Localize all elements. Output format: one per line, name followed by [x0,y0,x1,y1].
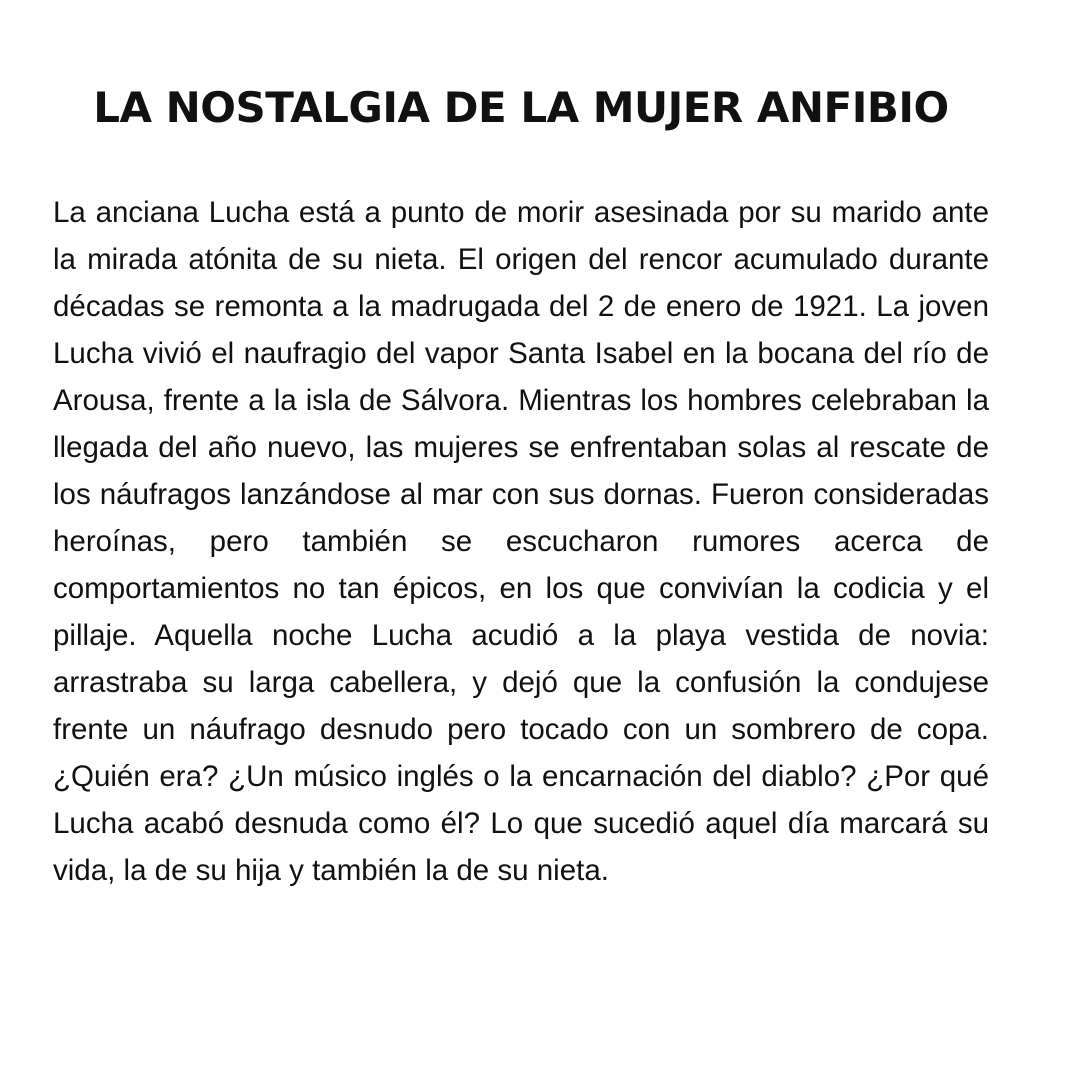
synopsis-paragraph: La anciana Lucha está a punto de morir asesinada por su marido ante la mirada atónita de su nieta. El origen del rencor acumulado durante décadas se remonta a la madrugada del 2 de enero de 1921. La joven Lucha vivió el naufragio del vapor Santa Isabel en la bocana del río de Arousa, frente a la isla de Sálvora. Mientras los hombres celebraban la llegada del año nuevo, las mujeres se enfrentaban solas al rescate de los náufragos lanzándose al mar con sus dornas. Fueron consideradas heroínas, pero también se escucharon rumores acerca de comportamientos no tan épicos, en los que convivían la codicia y el pillaje. Aquella noche Lucha acudió a la playa vestida de novia: arrastraba su larga cabellera, y dejó que la confusión la condujese frente un náufrago desnudo pero tocado con un sombrero de copa. ¿Quién era? ¿Un músico inglés o la encarnación del diablo? ¿Por qué Lucha acabó desnuda como él? Lo que sucedió aquel día marcará su vida, la de su hija y también la de su nieta. [53,196,989,887]
document-title: LA NOSTALGIA DE LA MUJER ANFIBIO [93,83,949,132]
